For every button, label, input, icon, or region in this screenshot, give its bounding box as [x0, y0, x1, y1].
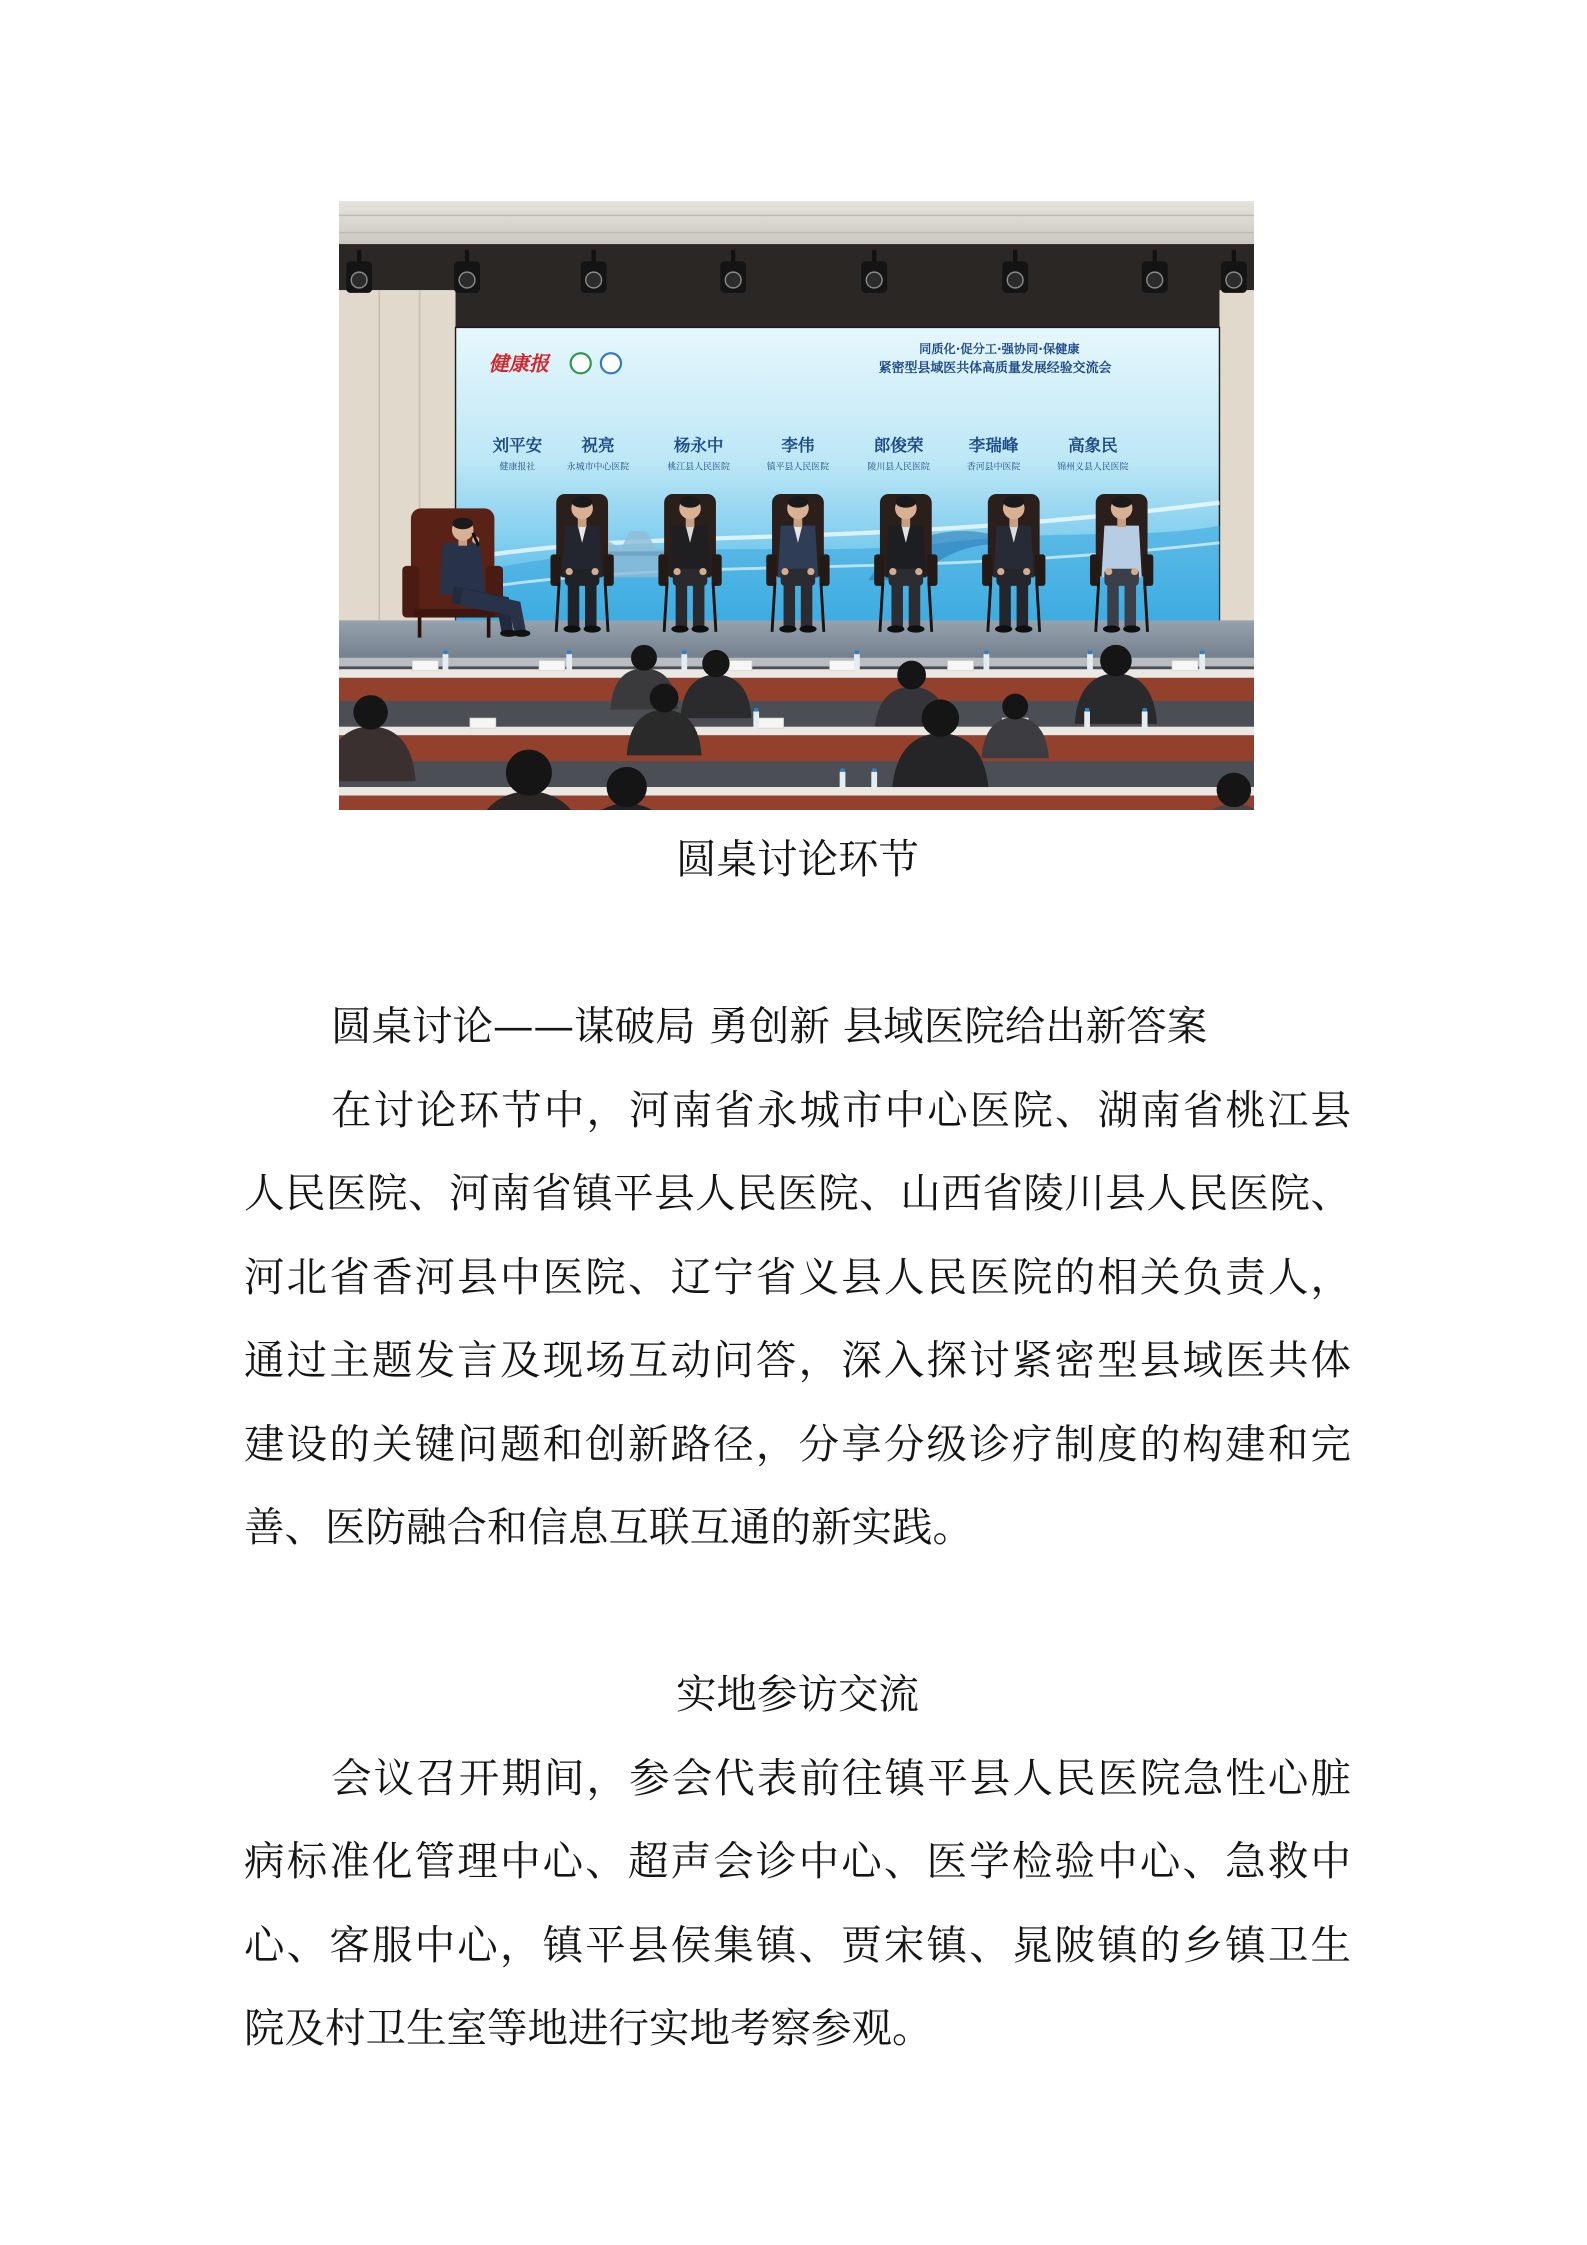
- water-bottle-cap: [1088, 651, 1092, 655]
- panelist-hand: [1105, 568, 1112, 575]
- name-plate: [1172, 661, 1198, 671]
- panelist-shoe: [584, 625, 601, 632]
- water-bottle: [566, 653, 572, 670]
- audience-member-head: [631, 645, 657, 671]
- audience-member-head: [1100, 645, 1132, 677]
- audience-member-head: [702, 650, 729, 677]
- panelist-shoe: [799, 625, 816, 632]
- water-bottle-cap: [840, 768, 844, 772]
- panelist-leg: [999, 583, 1011, 628]
- screen-event-title: 紧密型县域医共体高质量发展经验交流会: [878, 360, 1112, 376]
- panelist-hand: [566, 568, 573, 575]
- spotlight-lens: [1007, 272, 1023, 288]
- water-bottle-cap: [754, 708, 758, 712]
- spotlight-mount: [1232, 250, 1236, 263]
- panelist-leg: [1107, 583, 1119, 628]
- panel-chair-arm: [820, 554, 830, 586]
- water-bottle: [1142, 711, 1148, 728]
- article-text: [244, 818, 1351, 2071]
- screen-speaker-name: 高象民: [1068, 435, 1118, 455]
- panelist-hair: [572, 496, 593, 507]
- panelist-shoe: [887, 625, 904, 632]
- audience-desk-front: [339, 735, 1254, 761]
- paragraph-line: 善、医防融合和信息互联互通的新实践。: [244, 1503, 973, 1551]
- panel-chair-arm: [604, 554, 614, 586]
- screen-emblem-icon: [601, 353, 621, 373]
- panelist-hair: [895, 496, 916, 507]
- screen-speaker-org: 镇平县人民医院: [766, 462, 830, 473]
- spotlight-lens: [459, 272, 475, 288]
- water-bottle: [854, 653, 860, 670]
- water-bottle: [1087, 653, 1093, 670]
- audience-member-head: [897, 661, 926, 690]
- paragraph-line: 院及村卫生室等地进行实地考察参观。: [244, 2004, 933, 2052]
- panelist-hand: [889, 568, 896, 575]
- panelist-leg: [568, 583, 580, 628]
- paragraph-line: 心、客服中心，镇平县侯集镇、贾宋镇、晁陂镇的乡镇卫生: [244, 1920, 1351, 1969]
- paragraph-line: 在讨论环节中，河南省永城市中心医院、湖南省桃江县: [331, 1085, 1351, 1134]
- screen-speaker-org: 香河县中医院: [966, 462, 1021, 473]
- screen-speaker-org: 陵川县人民医院: [867, 462, 930, 473]
- host-torso: [440, 543, 486, 595]
- spotlight-lens: [586, 272, 602, 288]
- panelist-leg: [801, 583, 813, 628]
- audience-member-head: [607, 767, 647, 807]
- paragraph-line: 河北省香河县中医院、辽宁省义县人民医院的相关负责人，: [244, 1252, 1351, 1301]
- panelist-shoe: [1123, 625, 1140, 632]
- section-heading-roundtable: 圆桌讨论——谋破局 勇创新 县域医院给出新答案: [331, 1002, 1208, 1050]
- panel-chair-arm: [927, 554, 937, 586]
- screen-speaker-name: 郎俊荣: [873, 435, 924, 455]
- panel-chair-arm: [712, 554, 722, 586]
- panelist-hand: [1023, 568, 1030, 575]
- water-bottle: [840, 771, 846, 788]
- panelist-hand: [781, 568, 788, 575]
- panelist-hair: [788, 496, 809, 507]
- roundtable-photo: [339, 201, 1254, 810]
- screen-gate-beam: [604, 551, 667, 555]
- panelist-leg: [1125, 583, 1137, 628]
- panel-chair-arm: [982, 554, 992, 586]
- panelist-shoe: [1103, 625, 1120, 632]
- spotlight-mount: [357, 250, 361, 263]
- audience-member-head: [506, 750, 552, 796]
- name-plate: [830, 661, 856, 671]
- water-bottle-cap: [855, 651, 859, 655]
- screen-speaker-org: 桃江县人民医院: [667, 462, 730, 473]
- panelist-leg: [585, 583, 597, 628]
- host-armchair-seat: [414, 609, 495, 618]
- spotlight-lens: [1147, 272, 1163, 288]
- water-bottle-cap: [443, 651, 447, 655]
- screen-speaker-org: 锦州义县人民医院: [1057, 462, 1129, 473]
- water-bottle-cap: [872, 768, 876, 772]
- screen-logo-text: 健康报: [488, 351, 550, 376]
- water-bottle: [443, 653, 449, 670]
- panelist-leg: [1017, 583, 1029, 628]
- name-plate: [726, 661, 752, 671]
- spotlight-mount: [465, 250, 469, 263]
- photo-caption: 圆桌讨论环节: [676, 835, 919, 883]
- panelist-leg: [784, 583, 796, 628]
- water-bottle: [1199, 653, 1205, 670]
- panelist-hand: [673, 568, 680, 575]
- paragraph-site-visit: [244, 1737, 1351, 2071]
- panelist-shoe: [691, 625, 708, 632]
- water-bottle-cap: [1200, 651, 1204, 655]
- paragraph-line: 人民医院、河南省镇平县人民医院、山西省陵川县人民医院、: [244, 1169, 1351, 1217]
- name-plate: [470, 718, 496, 728]
- panelist-hand: [1131, 568, 1138, 575]
- panel-chair-arm: [766, 554, 776, 586]
- section-heading-site-visit: 实地参访交流: [676, 1670, 919, 1718]
- water-bottle-cap: [1143, 708, 1147, 712]
- paragraph-line: 会议召开期间，参会代表前往镇平县人民医院急性心脏: [331, 1753, 1351, 1802]
- blank-line: [244, 902, 1351, 986]
- screen-emblem-icon: [571, 353, 591, 373]
- spotlight-mount: [731, 250, 735, 263]
- audience-desk-front: [339, 796, 1254, 810]
- panelist-hair: [1003, 496, 1024, 507]
- panel-chair-arm: [658, 554, 668, 586]
- audience-member-head: [1217, 773, 1252, 807]
- audience-member-head: [353, 695, 388, 729]
- panelist-hair: [1111, 496, 1132, 507]
- panelist-shoe: [907, 625, 924, 632]
- panelist-hand: [591, 568, 598, 575]
- panelist-hand: [997, 568, 1004, 575]
- audience-member-head: [650, 684, 679, 713]
- panelist-hand: [915, 568, 922, 575]
- screen-slogan: 同质化·促分工·强协同·保健康: [919, 342, 1080, 357]
- paragraph-roundtable: [244, 1069, 1351, 1570]
- water-bottle: [753, 711, 759, 728]
- spotlight-lens: [725, 272, 741, 288]
- water-bottle: [1084, 711, 1090, 728]
- screen-speaker-name: 李瑞峰: [968, 435, 1019, 455]
- panelist-shoe: [563, 625, 580, 632]
- paragraph-line: 通过主题发言及现场互动问答，深入探讨紧密型县域医共体: [244, 1336, 1351, 1384]
- water-bottle-cap: [682, 651, 686, 655]
- screen-speaker-name: 李伟: [781, 435, 815, 455]
- spotlight-mount: [1153, 250, 1157, 263]
- water-bottle: [984, 653, 990, 670]
- panel-chair-arm: [1090, 554, 1100, 586]
- panelist-shoe: [1015, 625, 1032, 632]
- screen-speaker-name: 杨永中: [673, 435, 724, 455]
- panelist-leg: [693, 583, 705, 628]
- water-bottle-cap: [984, 651, 988, 655]
- paragraph-line: 建设的关键问题和创新路径，分享分级诊疗制度的构建和完: [244, 1419, 1351, 1468]
- panelist-hand: [699, 568, 706, 575]
- panelist-hand: [807, 568, 814, 575]
- panelist-shoe: [995, 625, 1012, 632]
- name-plate: [539, 661, 565, 671]
- spotlight-mount: [591, 250, 595, 263]
- panelist-shoe: [779, 625, 796, 632]
- spotlight-mount: [1013, 250, 1017, 263]
- name-plate: [412, 661, 438, 671]
- screen-speaker-org: 永城市中心医院: [566, 462, 630, 473]
- right-wall: [1219, 290, 1254, 623]
- panelist-shoe: [671, 625, 688, 632]
- panel-chair-arm: [874, 554, 884, 586]
- spotlight-lens: [866, 272, 882, 288]
- spotlight-lens: [351, 272, 367, 288]
- audience-member-head: [1002, 694, 1028, 720]
- audience-desk-top: [339, 787, 1254, 796]
- screen-speaker-name: 刘平安: [492, 435, 543, 455]
- spotlight-mount: [872, 250, 876, 263]
- audience-member-head: [922, 699, 959, 736]
- host-shoe: [513, 630, 530, 637]
- host-hair: [452, 518, 473, 529]
- blank-line: [244, 1570, 1351, 1654]
- water-bottle: [871, 771, 877, 788]
- panelist-leg: [676, 583, 688, 628]
- panelist-leg: [909, 583, 921, 628]
- water-bottle-cap: [567, 651, 571, 655]
- water-bottle-cap: [1085, 708, 1089, 712]
- panel-chair-arm: [1035, 554, 1045, 586]
- name-plate: [948, 661, 974, 671]
- screen-speaker-name: 祝亮: [581, 435, 615, 455]
- name-plate: [758, 718, 784, 728]
- water-bottle: [681, 653, 687, 670]
- spotlight-lens: [1226, 272, 1242, 288]
- panel-chair-arm: [550, 554, 560, 586]
- screen-speaker-org: 健康报社: [499, 462, 536, 473]
- panelist-leg: [891, 583, 903, 628]
- paragraph-line: 病标准化管理中心、超声会诊中心、医学检验中心、急救中: [244, 1837, 1351, 1885]
- panel-chair-arm: [1143, 554, 1153, 586]
- panelist-hair: [680, 496, 701, 507]
